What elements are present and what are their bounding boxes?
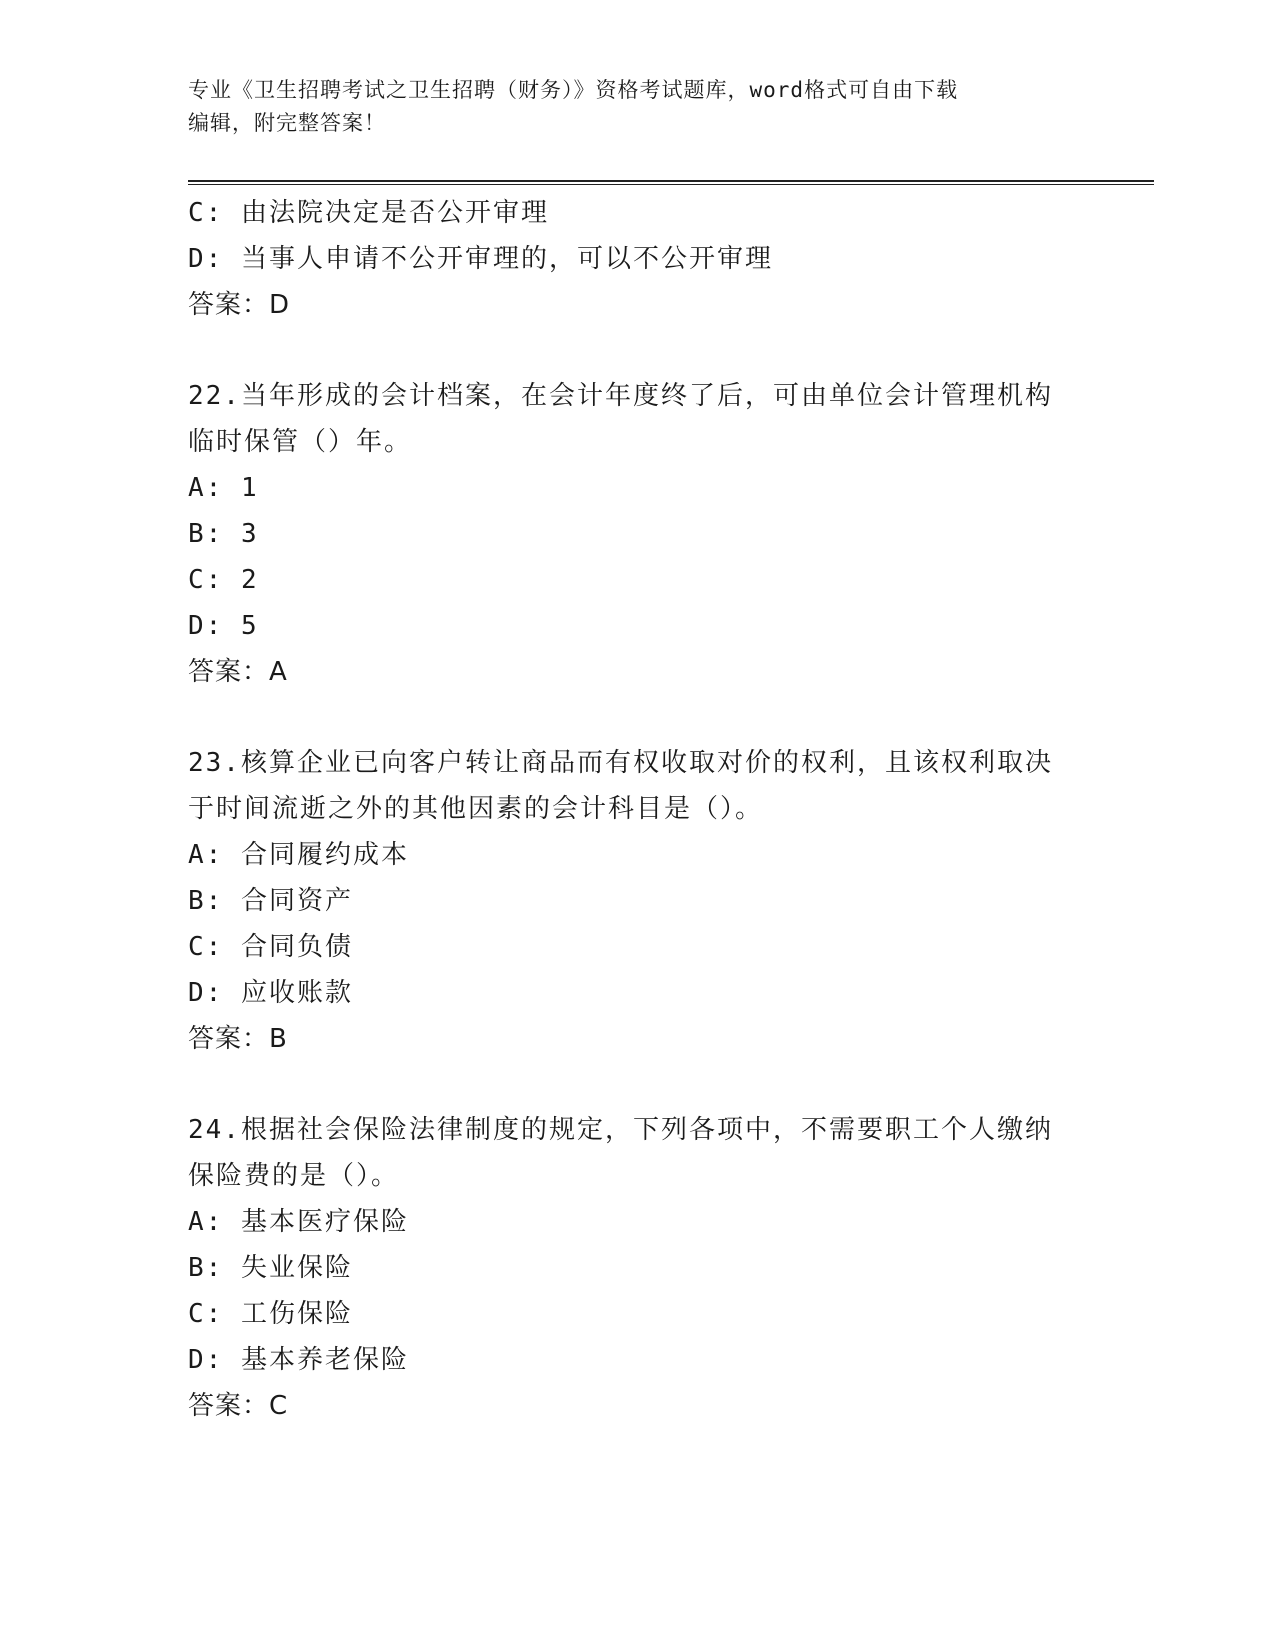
option-c: C: 合同负债 — [188, 932, 353, 962]
page-header — [188, 74, 1088, 140]
option-b: B: 3 — [188, 519, 259, 549]
question-list — [188, 190, 1088, 1429]
header-line-1: 专业《卫生招聘考试之卫生招聘（财务）》资格考试题库，word格式可自由下载 — [188, 78, 959, 102]
question-stem-line-2: 临时保管（）年。 — [188, 427, 413, 457]
spacer — [188, 1062, 1088, 1107]
question-stem-line-1: 23.核算企业已向客户转让商品而有权收取对价的权利，且该权利取决 — [188, 748, 1053, 778]
question-23 — [188, 740, 1088, 1062]
question-21-tail — [188, 190, 1088, 328]
option-c: C: 2 — [188, 565, 259, 595]
question-stem-line-2: 于时间流逝之外的其他因素的会计科目是（）。 — [188, 794, 764, 824]
option-a: A: 1 — [188, 473, 259, 503]
question-stem-line-1: 22.当年形成的会计档案，在会计年度终了后，可由单位会计管理机构 — [188, 381, 1053, 411]
option-c: C: 由法院决定是否公开审理 — [188, 198, 549, 228]
option-b: B: 合同资产 — [188, 886, 353, 916]
option-c: C: 工伤保险 — [188, 1299, 353, 1329]
question-24 — [188, 1107, 1088, 1429]
answer-label: 答案：A — [188, 657, 288, 687]
option-d: D: 基本养老保险 — [188, 1345, 409, 1375]
header-line-2: 编辑，附完整答案！ — [188, 111, 386, 135]
spacer — [188, 328, 1088, 373]
question-stem-line-2: 保险费的是（）。 — [188, 1161, 400, 1191]
option-a: A: 合同履约成本 — [188, 840, 409, 870]
answer-label: 答案：B — [188, 1024, 288, 1054]
option-a: A: 基本医疗保险 — [188, 1207, 409, 1237]
option-d: D: 5 — [188, 611, 259, 641]
question-stem-line-1: 24.根据社会保险法律制度的规定，下列各项中，不需要职工个人缴纳 — [188, 1115, 1053, 1145]
header-divider — [188, 180, 1154, 185]
question-22 — [188, 373, 1088, 695]
option-b: B: 失业保险 — [188, 1253, 353, 1283]
option-d: D: 应收账款 — [188, 978, 353, 1008]
answer-label: 答案：D — [188, 290, 291, 320]
option-d: D: 当事人申请不公开审理的，可以不公开审理 — [188, 244, 773, 274]
spacer — [188, 695, 1088, 740]
answer-label: 答案：C — [188, 1391, 289, 1421]
